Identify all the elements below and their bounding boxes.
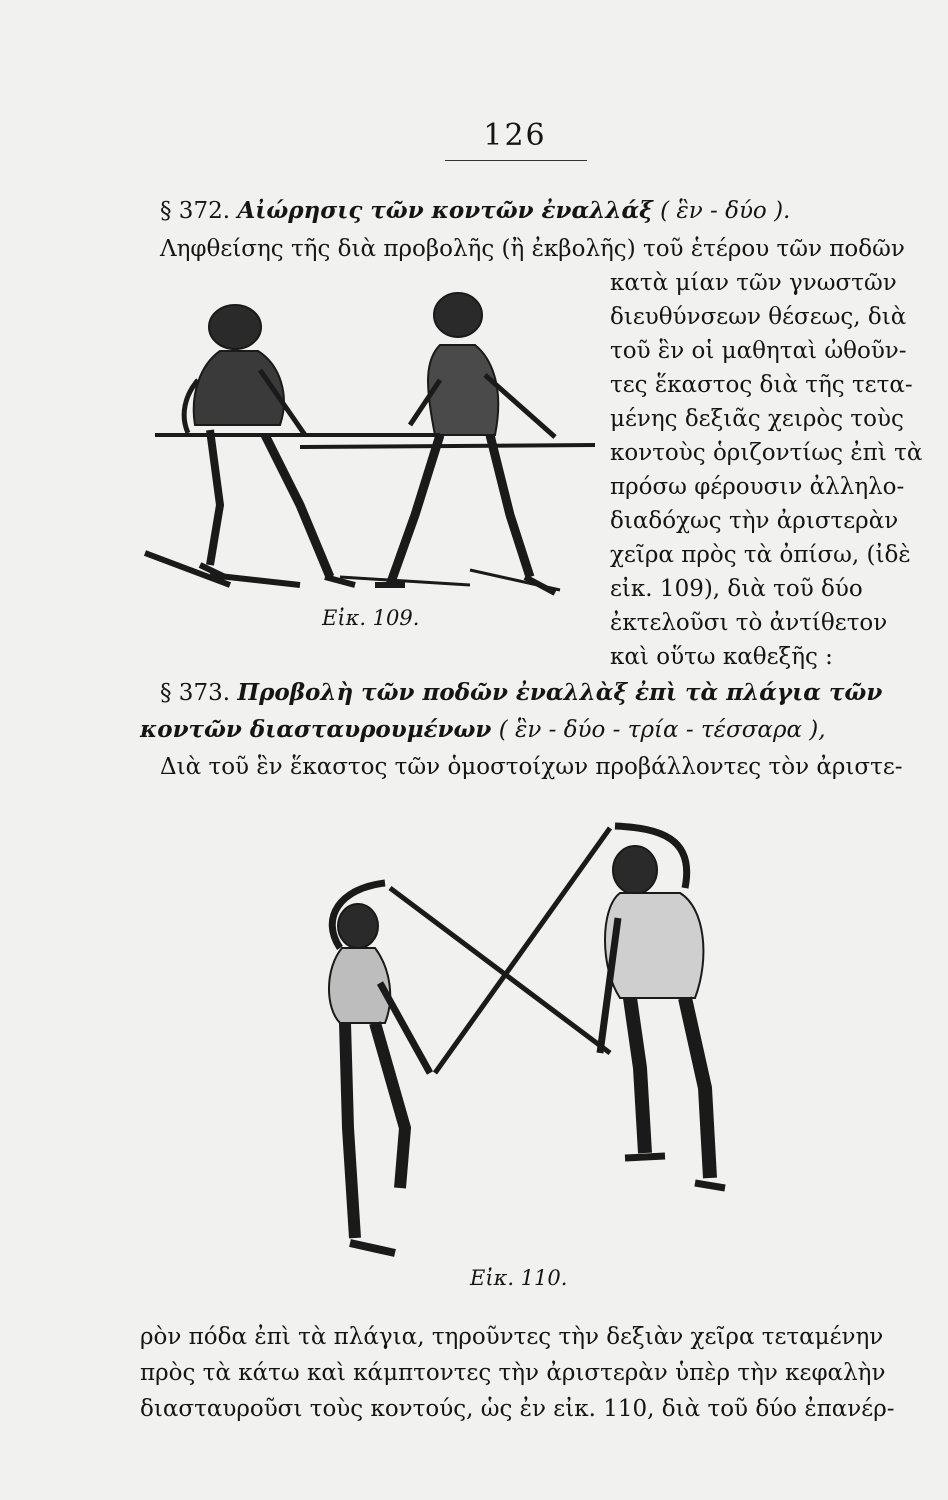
section-372-line: μένης δεξιᾶς χειρὸς τοὺς <box>610 406 904 432</box>
figure-110-illustration <box>300 808 740 1258</box>
section-372-subtitle: ( ἓν - δύο ). <box>660 198 791 224</box>
figure-109-illustration <box>140 285 600 605</box>
section-372-line: Ληφθείσης τῆς διὰ προβολῆς (ἢ ἐκβολῆς) τοῦ ἑτέρου τῶν ποδῶν <box>160 236 905 262</box>
section-373-title-line1: Προβολὴ τῶν ποδῶν ἐναλλὰξ ἐπὶ τὰ πλάγια τῶν <box>237 679 883 706</box>
section-373-heading-line2 <box>140 715 826 745</box>
section-372-number: § 372. <box>160 198 231 224</box>
section-372-heading <box>160 196 790 226</box>
page-number-rule <box>445 160 587 161</box>
section-372-line: εἰκ. 109), διὰ τοῦ δύο <box>610 576 863 602</box>
page-number: 126 <box>483 118 547 153</box>
section-372-title: Αἰώρησις τῶν κοντῶν ἐναλλάξ <box>237 197 653 224</box>
figure-109-caption: Εἰκ. 109. <box>322 606 420 630</box>
section-372-line: καὶ οὕτω καθεξῆς : <box>610 644 833 670</box>
section-372-line: τοῦ ἓν οἱ μαθηταὶ ὠθοῦν- <box>610 338 907 364</box>
section-373-title-line2: κοντῶν διασταυρουμένων <box>140 716 492 743</box>
section-373-number: § 373. <box>160 680 231 706</box>
section-372-line: ἐκτελοῦσι τὸ ἀντίθετον <box>610 610 888 636</box>
section-372-line: κοντοὺς ὁριζοντίως ἐπὶ τὰ <box>610 440 923 466</box>
section-373-line: Διὰ τοῦ ἓν ἕκαστος τῶν ὁμοστοίχων προβάλλοντες τὸν ἀριστε- <box>160 754 903 780</box>
continuation-line: διασταυροῦσι τοὺς κοντούς, ὡς ἐν εἰκ. 110, διὰ τοῦ δύο ἐπανέρ- <box>140 1396 895 1422</box>
continuation-line: πρὸς τὰ κάτω καὶ κάμπτοντες τὴν ἀριστερὰν ὑπὲρ τὴν κεφαλὴν <box>140 1360 886 1386</box>
section-373-subtitle: ( ἓν - δύο - τρία - τέσσαρα ), <box>498 717 826 743</box>
section-372-line: χεῖρα πρὸς τὰ ὀπίσω, (ἰδὲ <box>610 542 911 568</box>
figure-110-caption: Εἰκ. 110. <box>470 1266 568 1290</box>
section-372-line: πρόσω φέρουσιν ἀλληλο- <box>610 474 905 500</box>
section-372-line: τες ἕκαστος διὰ τῆς τετα- <box>610 372 913 398</box>
section-372-line: διευθύνσεων θέσεως, διὰ <box>610 304 907 330</box>
section-373-heading-line1 <box>160 678 882 708</box>
section-372-line: διαδόχως τὴν ἀριστερὰν <box>610 508 899 534</box>
continuation-line: ρὸν πόδα ἐπὶ τὰ πλάγια, τηροῦντες τὴν δεξιὰν χεῖρα τεταμένην <box>140 1324 884 1350</box>
section-372-line: κατὰ μίαν τῶν γνωστῶν <box>610 270 897 296</box>
